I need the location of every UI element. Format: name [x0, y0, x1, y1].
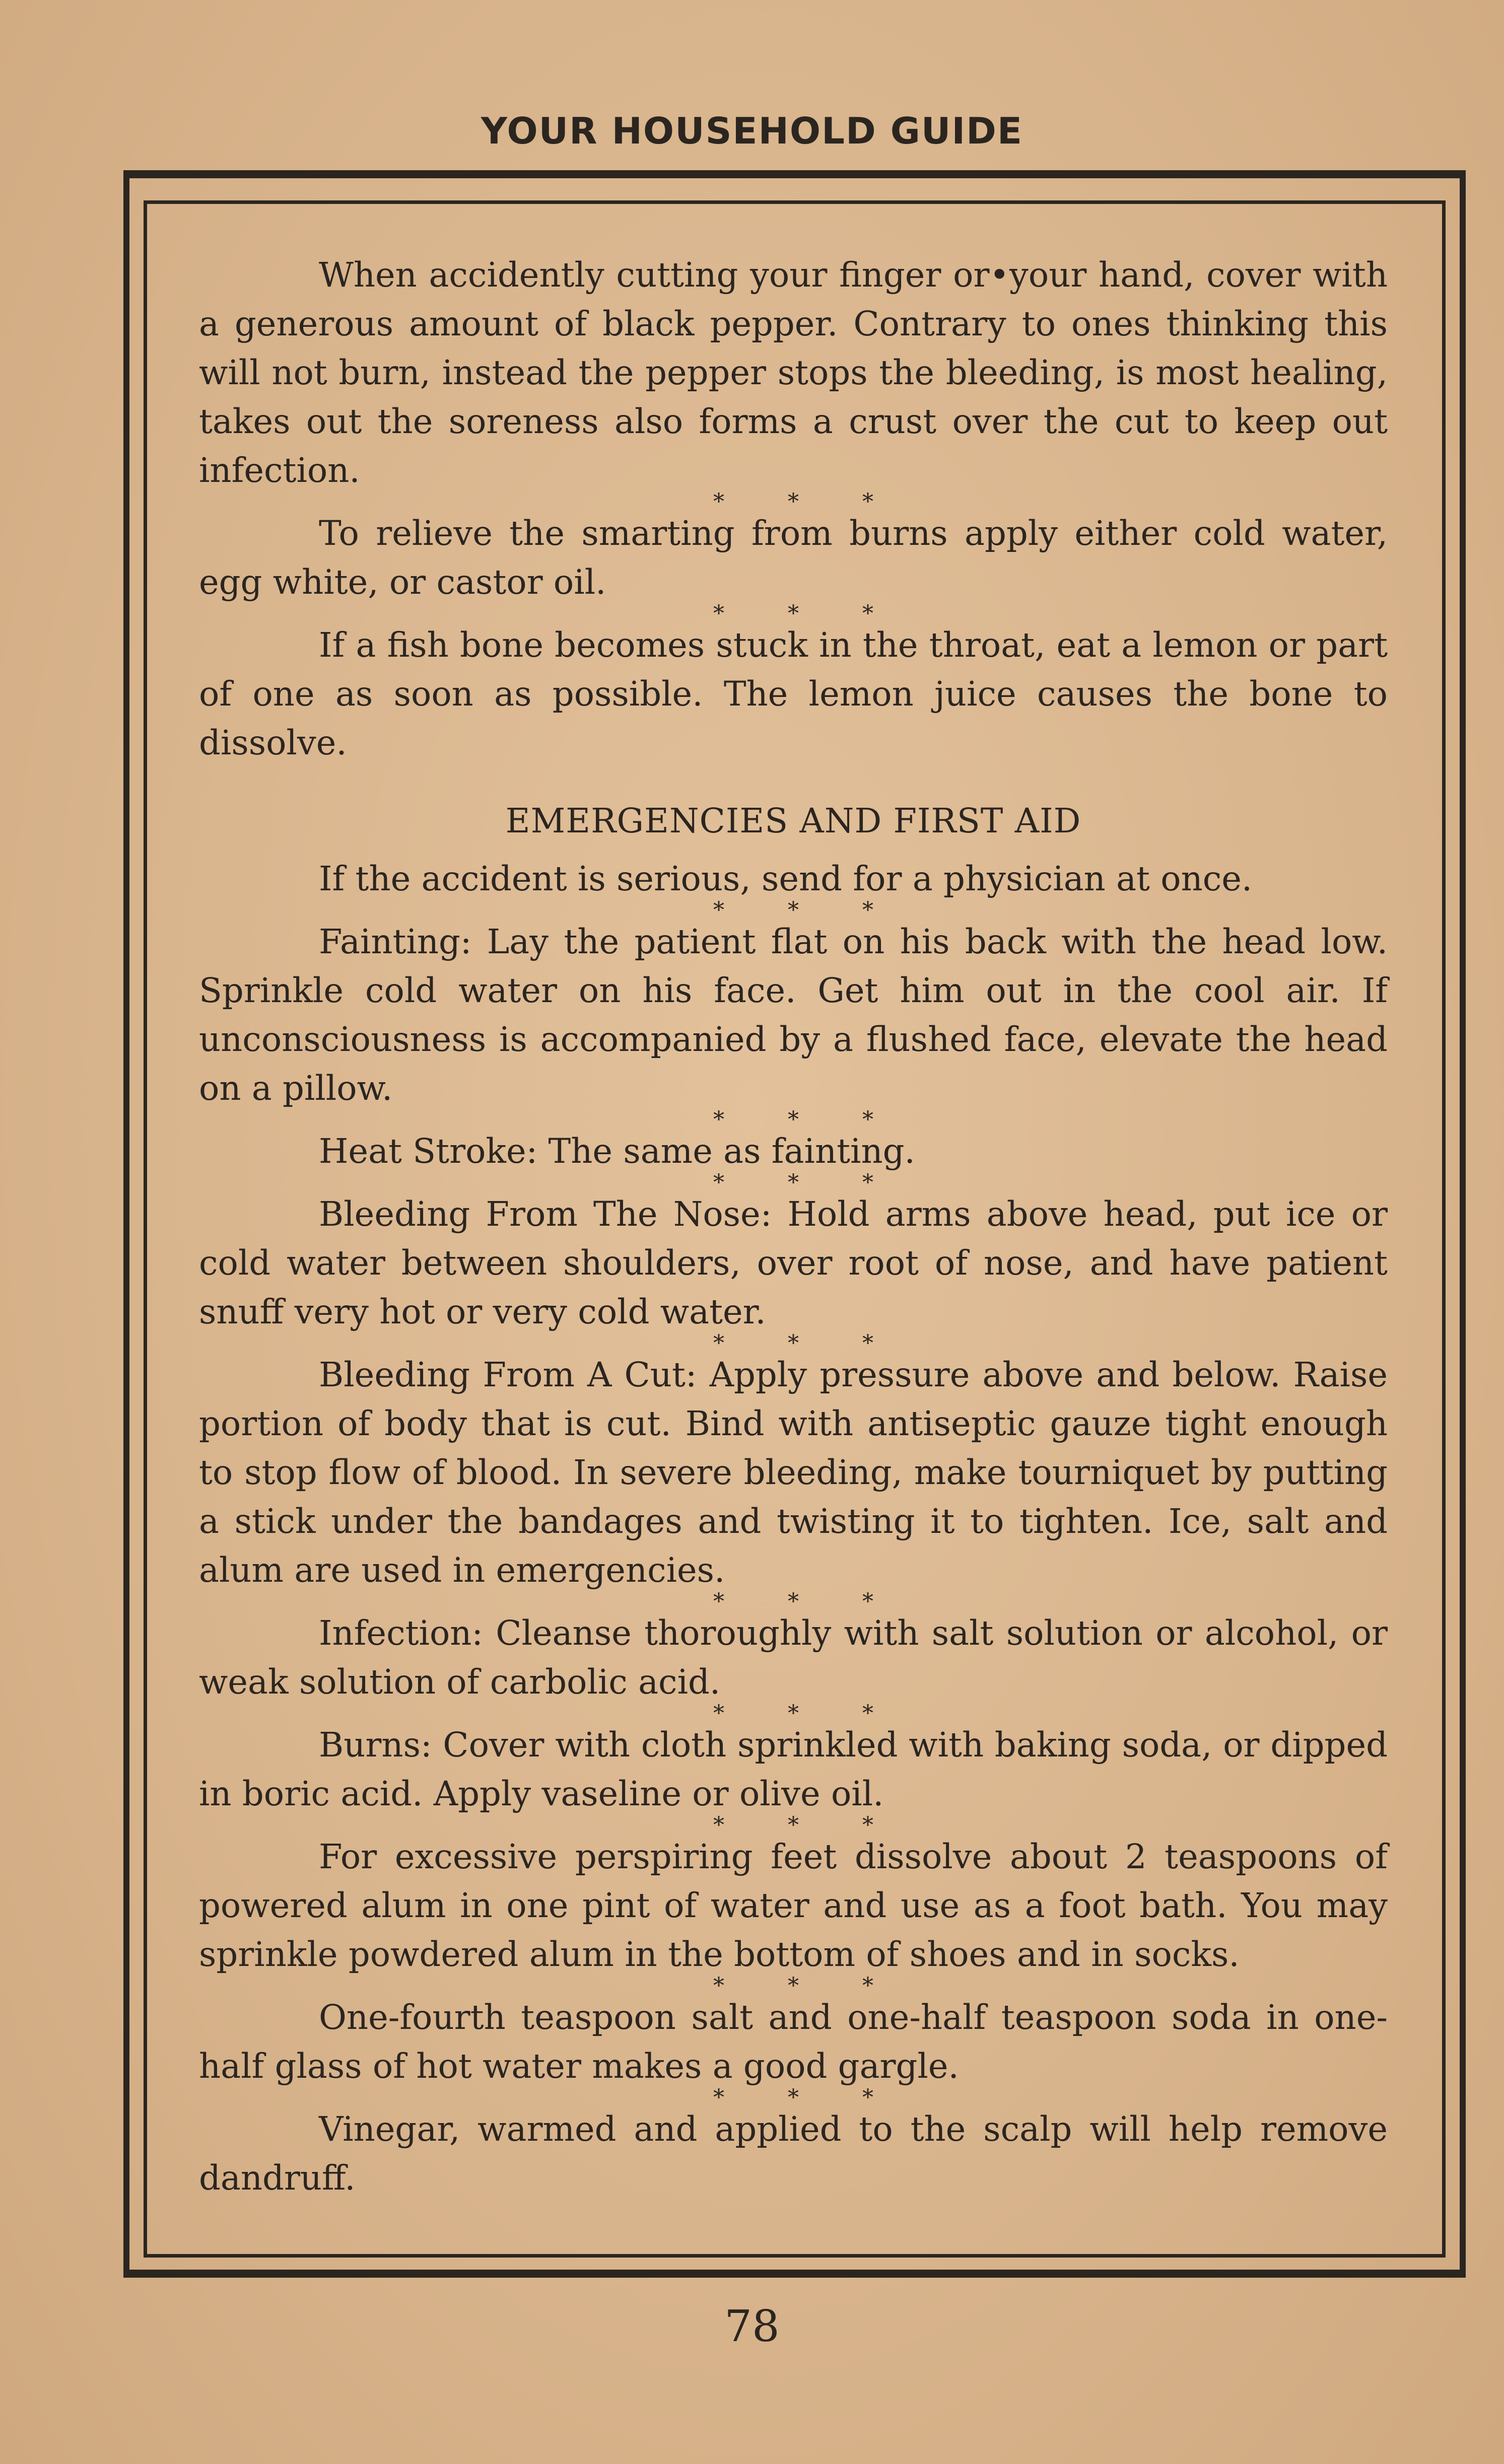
star-separator: * * *: [713, 1107, 902, 1133]
item-infection: Infection: Cleanse thoroughly with salt solution or alcohol, or weak solution of carbolic acid.: [199, 1613, 1388, 1702]
section-title: EMERGENCIES AND FIRST AID: [505, 801, 1081, 840]
star-separator: * * *: [713, 1330, 902, 1356]
running-head: YOUR HOUSEHOLD GUIDE: [481, 110, 1023, 152]
star-separator: * * *: [713, 2085, 902, 2110]
item-perspiring-feet: For excessive perspiring feet dissolve about 2 teaspoons of powered alum in one pint of water and use as a foot bath. You may sprinkle powdered alum in the bottom of shoes and in socks.: [199, 1837, 1388, 1974]
tip-pepper-cut: When accidently cutting your finger or•your hand, cover with a generous amount of black pepper. Contrary to ones thinking this will not burn, instead the pepper stops the bleeding, is most healing, takes out the soreness also forms a crust over the cut to keep out infection.: [199, 255, 1388, 490]
star-separator: * * *: [713, 1589, 902, 1614]
star-separator: * * *: [713, 1170, 902, 1195]
star-separator: * * *: [713, 1973, 902, 1999]
item-burns: Burns: Cover with cloth sprinkled with baking soda, or dipped in boric acid. Apply vaseline or olive oil.: [199, 1725, 1388, 1813]
star-separator: * * *: [713, 1812, 902, 1838]
item-gargle: One-fourth teaspoon salt and one-half teaspoon soda in one-half glass of hot water makes a good gargle.: [199, 1998, 1388, 2086]
section-intro: If the accident is serious, send for a physician at once.: [319, 859, 1253, 898]
page-body: [199, 251, 1388, 2203]
tip-fish-bone: If a fish bone becomes stuck in the throat, eat a lemon or part of one as soon as possible. The lemon juice causes the bone to dissolve.: [199, 625, 1388, 762]
item-fainting: Fainting: Lay the patient flat on his back with the head low. Sprinkle cold water on his face. Get him out in the cool air. If unconsciousness is accompanied by a flushed face, elevate the head on a pillow.: [199, 922, 1388, 1108]
star-separator: * * *: [713, 489, 902, 515]
item-heat-stroke: Heat Stroke: The same as fainting.: [319, 1132, 915, 1171]
page-number: 78: [724, 2301, 780, 2352]
star-separator: * * *: [713, 897, 902, 923]
star-separator: * * *: [713, 1701, 902, 1726]
star-separator: * * *: [713, 601, 902, 626]
item-nose-bleed: Bleeding From The Nose: Hold arms above head, put ice or cold water between shoulders, over root of nose, and have patient snuff very hot or very cold water.: [199, 1194, 1388, 1331]
item-bleeding-cut: Bleeding From A Cut: Apply pressure above and below. Raise portion of body that is cut. Bind with antiseptic gauze tight enough to stop flow of blood. In severe bleeding, make tourniquet by putting a stick under the bandages and twisting it to tighten. Ice, salt and alum are used in emergencies.: [199, 1355, 1388, 1590]
tip-burns: To relieve the smarting from burns apply either cold water, egg white, or castor oil.: [199, 514, 1388, 602]
item-dandruff: Vinegar, warmed and applied to the scalp will help remove dandruff.: [199, 2109, 1388, 2198]
